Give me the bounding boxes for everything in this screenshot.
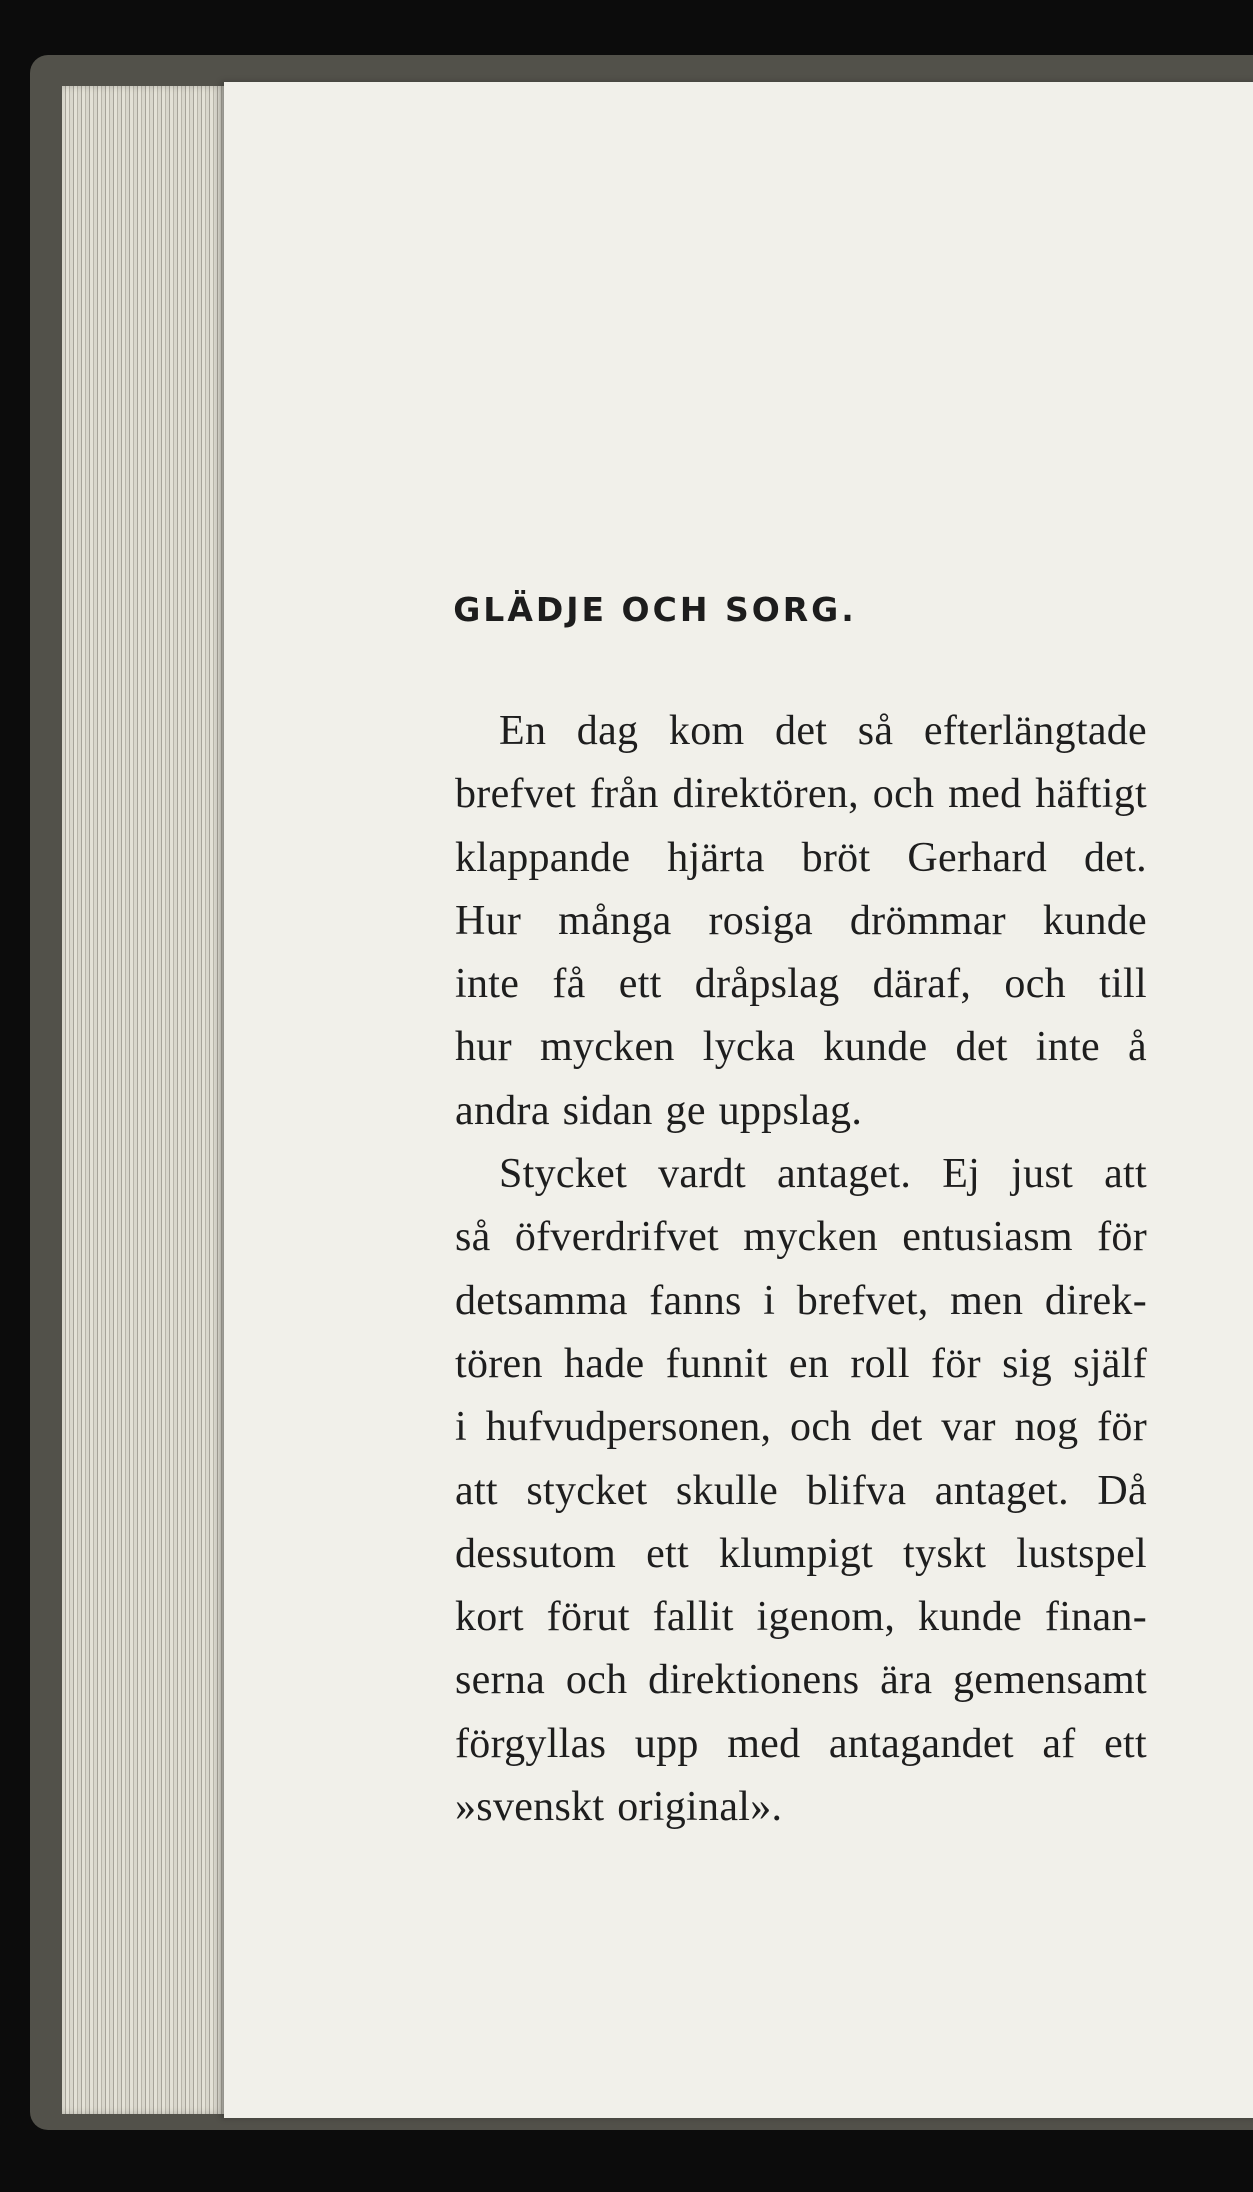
text-line: dessutom ett klumpigt tyskt lustspel (455, 1530, 1147, 1577)
text-line: En dag kom det så efterlängtade (499, 708, 1147, 754)
text-line: brefvet från direktören, och med häftigt (455, 771, 1147, 818)
body-text (455, 700, 1147, 1839)
text-line: Hur många rosiga drömmar kunde (455, 897, 1147, 944)
text-line: förgyllas upp med antagandet af ett (455, 1720, 1147, 1767)
text-line: så öfverdrifvet mycken entusiasm för (455, 1214, 1147, 1261)
text-line: »svenskt original». (455, 1784, 783, 1831)
text-line: i hufvudpersonen, och det var nog för (455, 1404, 1147, 1451)
text-line: andra sidan ge uppslag. (455, 1087, 863, 1134)
text-line: serna och direktionens ära gemensamt (455, 1657, 1147, 1704)
page-stack-edge (62, 86, 227, 2114)
text-line: tören hade funnit en roll för sig själf (455, 1340, 1147, 1387)
text-line: Stycket vardt antaget. Ej just att (499, 1151, 1147, 1198)
text-line: detsamma fanns i brefvet, men direk- (455, 1277, 1147, 1324)
text-line: hur mycken lycka kunde det inte å (455, 1024, 1147, 1071)
chapter-heading: GLÄDJE OCH SORG. (453, 590, 857, 629)
text-line: kort förut fallit igenom, kunde finan- (455, 1594, 1147, 1641)
text-line: inte få ett dråpslag däraf, och till (455, 961, 1147, 1008)
text-line: klappande hjärta bröt Gerhard det. (455, 834, 1147, 881)
text-line: att stycket skulle blifva antaget. Då (455, 1467, 1147, 1514)
